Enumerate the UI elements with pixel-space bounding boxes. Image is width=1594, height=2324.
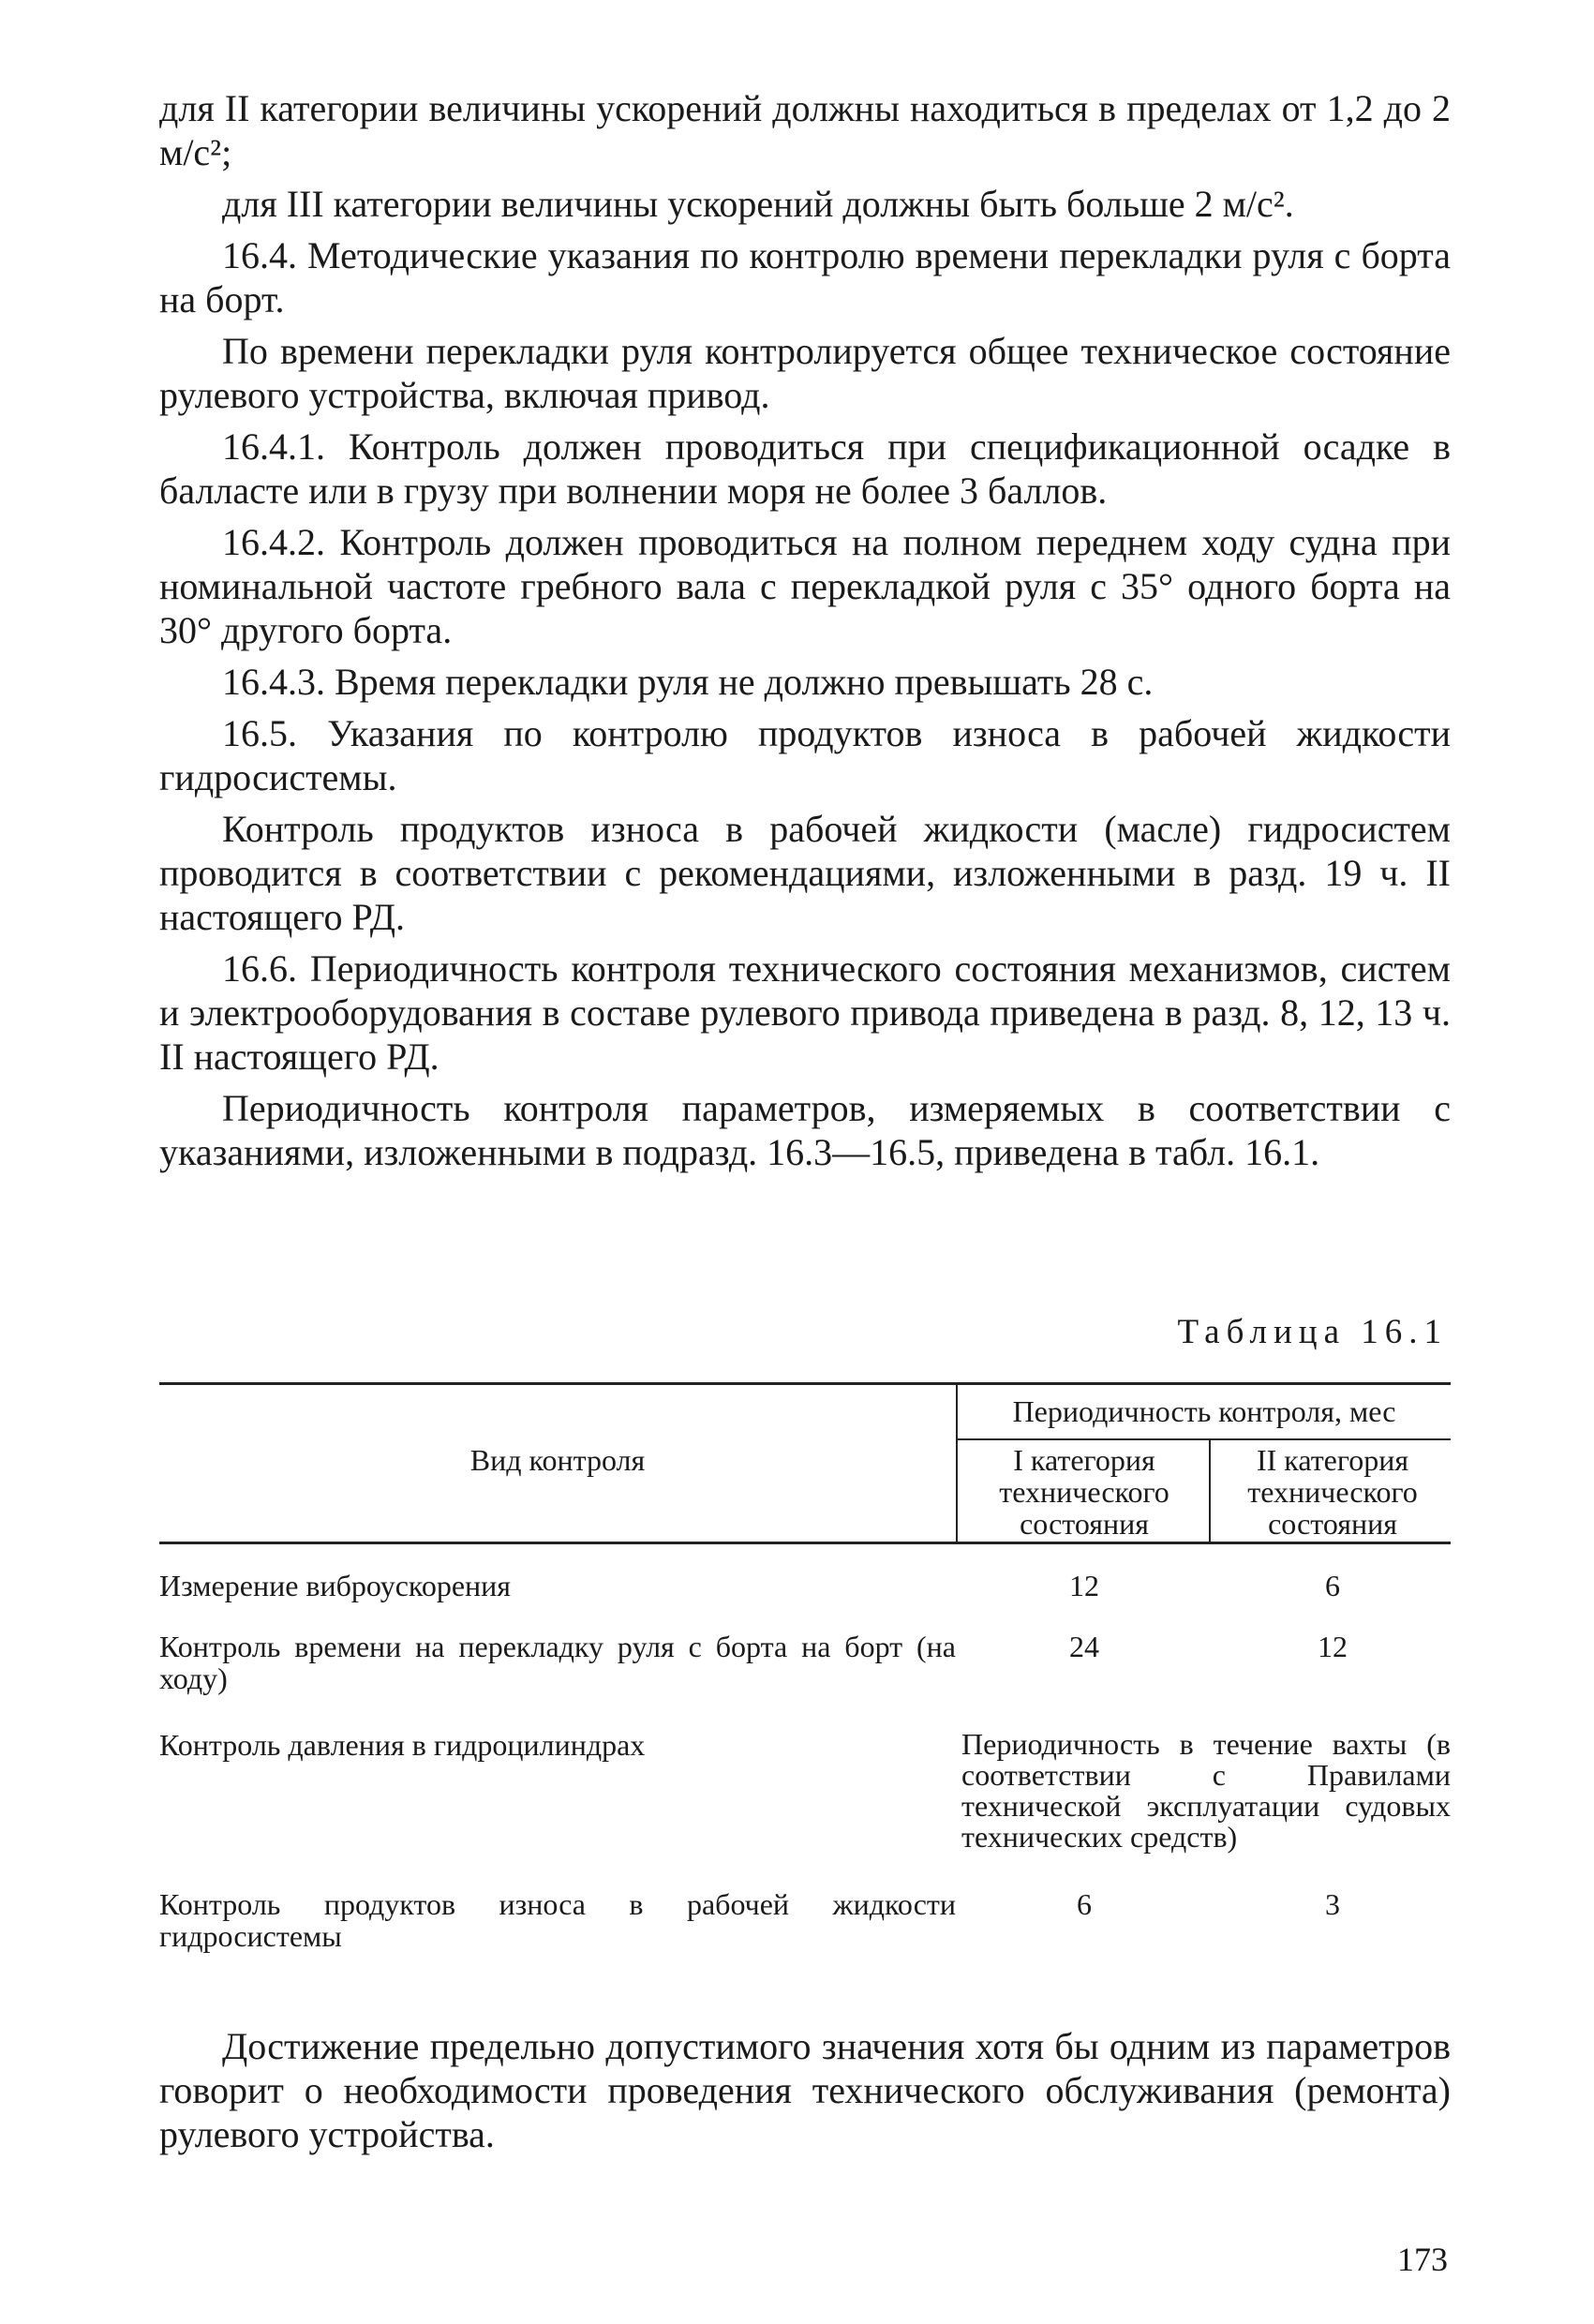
table-cell-cat1: 12 <box>1069 1569 1099 1602</box>
section-heading-16-4: 16.4. Методические указания по контролю времени перекладки руля с борта на борт. <box>159 234 1451 320</box>
table-cell-kind: Измерение виброускорения <box>159 1569 511 1602</box>
header-category-1: I категория технического состояния <box>999 1443 1169 1541</box>
page-number: 173 <box>1397 2241 1448 2278</box>
table-cell-merged: Периодичность в течение вахты (в соответствии с Правилами технической эксплуатации судовых технических средств) <box>961 1727 1451 1854</box>
section-heading-16-6: 16.6. Периодичность контроля технического состояния механизмов, систем и электрооборудования в составе рулевого привода приведена в разд. 8, 12, 13 ч. II настоящего РД. <box>159 947 1451 1078</box>
table-header-rule <box>159 1542 1451 1544</box>
table-divider <box>1209 1440 1211 1542</box>
table-cell-cat2: 6 <box>1325 1569 1340 1602</box>
table-period-rule <box>958 1438 1451 1440</box>
paragraph: Достижение предельно допустимого значения хотя бы одним из параметров говорит о необходимости проведения технического обслуживания (ремонта) рулевого устройства. <box>159 2025 1451 2155</box>
body-text-bottom <box>159 2024 1451 2164</box>
paragraph: для III категории величины ускорений должны быть больше 2 м/с². <box>222 183 1294 225</box>
paragraph: 16.4.1. Контроль должен проводиться при спецификационной осадке в балласте или в грузу при волнении моря не более 3 баллов. <box>159 425 1451 512</box>
table-cell-kind: Контроль продуктов износа в рабочей жидкости гидросистемы <box>159 1887 956 1953</box>
paragraph: 16.4.3. Время перекладки руля не должно превышать 28 с. <box>222 661 1154 703</box>
paragraph: 16.4.2. Контроль должен проводиться на полном переднем ходу судна при номинальной частоте гребного вала с перекладкой руля с 35° одного борта на 30° другого борта. <box>159 521 1451 651</box>
table-cell-kind: Контроль давления в гидроцилиндрах <box>159 1728 646 1762</box>
header-period: Периодичность контроля, мес <box>1012 1394 1396 1428</box>
table-cell-cat1: 24 <box>1069 1630 1099 1663</box>
table-caption: Таблица 16.1 <box>1177 1313 1448 1351</box>
body-text-top <box>159 86 1451 1182</box>
header-kind: Вид контроля <box>469 1443 646 1477</box>
table-cell-kind: Контроль времени на перекладку руля с борта на борт (на ходу) <box>159 1630 956 1695</box>
table-top-rule <box>159 1382 1451 1385</box>
paragraph: для II категории величины ускорений должны находиться в пределах от 1,2 до 2 м/с²; <box>159 87 1451 173</box>
section-heading-16-5: 16.5. Указания по контролю продуктов износа в рабочей жидкости гидросистемы. <box>159 712 1451 798</box>
header-category-2: II категория технического состояния <box>1247 1443 1418 1541</box>
table-cell-cat2: 12 <box>1318 1630 1348 1663</box>
paragraph: По времени перекладки руля контролируется общее техническое состояние рулевого устройства, включая привод. <box>159 330 1451 416</box>
paragraph: Периодичность контроля параметров, измеряемых в соответствии с указаниями, изложенными в подразд. 16.3—16.5, приведена в табл. 16.1. <box>159 1087 1451 1173</box>
table-cell-cat1: 6 <box>1077 1887 1092 1921</box>
table-cell-cat2: 3 <box>1325 1887 1340 1921</box>
paragraph: Контроль продуктов износа в рабочей жидкости (масле) гидросистем проводится в соответствии с рекомендациями, изложенными в разд. 19 ч. II настоящего РД. <box>159 808 1451 938</box>
